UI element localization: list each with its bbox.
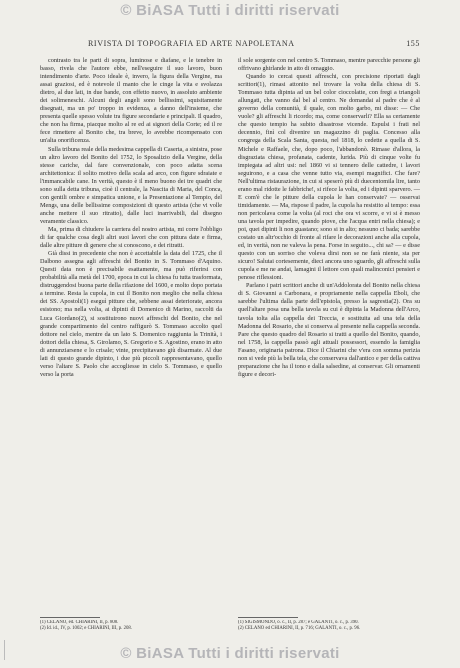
left-text-column bbox=[40, 57, 222, 612]
page-number: 155 bbox=[406, 39, 420, 48]
paragraph: contrasto tra le parti di sopra, luminose e diafane, e le tenebre in basso, rivela che l'autore ebbe, nell'eseguire il suo lavoro, buon intendimento d'arte. Poco ideale è, invero, la figura della Vergine, ma assai graziosi, ed è notevole il manto che le cinge la vita e svolazza dietro, al due lati, in due bande, con effetto nuovo, in assoluto ambiente dei solimeneschi. Alcuni degli angeli sono bellissimi, squisitamente disegnati, ma un po' troppo in evidenza, a danno dell'insieme, che presenta quelle spesso volute tra figure secondarie e principali. Il quadro, che non ha firma, piacque molto al re ed ai signori della Corte; ed il re fece rimettere al Bonito che, tra breve, lo avrebbe ricompensato con un'alta onorificenza. bbox=[40, 57, 222, 145]
watermark-bottom: © BiASA Tutti i diritti riservati bbox=[120, 645, 340, 662]
paragraph: Quando io cercai questi affreschi, con precisione riportati dagli scrittori(1), rimasi attonito nel trovare la volta della chiesa di S. Tommaso tutta dipinta ad un bel color cioccolatte, con fregi a triangoli allungati, che vanno dal bel al centro. Ne domandai al padre che è al governo della comunità, il quale, con molto garbo, mi disse: — Che vuole? gli affreschi li ricordo; ma, come conservarli? Ella sa certamente che questo tempio ha subito disastrose vicende. Espulsi i frati nel decennio, finì col divenire un magazzino di paglia. Concesso alla congrega della Scala Santa, questa, nel 1818, lo cedette a quella di S. Michele e Raffaele, che, dopo poco, l'abbandonò. Rimase d'allora, la disgraziata chiesa, profanata, cadente, lurida. Più di cinque volte fu impiegata ad altri usi: nel 1860 vi si tennero delle cattedre, i lavori seguirono, e a casa che venne tutto via, esempi magnifici. Che fare? Nell'ultima ristaurazione, in cui si speserò più di duecentomila lire, tanto erano mal ridotte le fabbriche!, si rifece la volta, ed i dipinti sparvero. — E com'è che le pitture della cupola le han conservate? — osservai timidamente. — Ma, rispose il padre, la cupola ha resistito al tempo: essa non pericolava come la volta (al roci che ora vi scorre, e vi si è messo una tavola per impedire, quando piove, che l'acqua entri nella chiesa); e poi, quei dipinti li non guastano; sono si in alto; nessuno ci bada; sarebbe costato un altr'occhio di fronte al rifare le decorazioni anche alla cupola, ed, in verità, non ne valeva la pena. Forse in seguito..., chi sa? — e disse questo con un sorriso che voleva dirsi non se ne farà niente, sta per sicuro! Salutai cortesemente, dieci ancora uno sguardo, gli affreschi sulla cupola e me ne andai, lamagini il lettore con quali malinconici pensieri e penose riflessioni. bbox=[238, 73, 420, 282]
right-text-column bbox=[238, 57, 420, 612]
footnote: (1) SIGISMONDO, o. c., II, p. 287; e GALANTI, o. c., p. 390. bbox=[238, 620, 359, 625]
watermark-top: © BiASA Tutti i diritti riservati bbox=[120, 2, 340, 19]
footnote-rule-left bbox=[40, 617, 100, 618]
paragraph: il sole sorgente con nel centro S. Tommaso, mentre parecchie persone gli offrivano ghirlande in atto di omaggio. bbox=[238, 57, 420, 73]
footnote-rule-right bbox=[238, 617, 298, 618]
journal-title: RIVISTA DI TOPOGRAFIA ED ARTE NAPOLETANA bbox=[88, 39, 295, 48]
footnote: (1) CELANO, ed. CHIARINI, II, p. 808. bbox=[40, 620, 119, 625]
paragraph: Sulla tribuna reale della medesima cappella di Caserta, a sinistra, pose un altro lavoro del Bonito del 1752, lo Sposalizio della Vergine, della stesse cariche, dal fare convenzionale, con poco adatta scena architettonica: il solito motivo della scala ad arco, con figure sdraiate e l'immancabile cane. In verità, questo è il meno buono dei tre quadri che sono sulla detta tribuna, cioè il centrale, la Nascita di Maria, del Conca, con gentili ombre e simpatica unione, e la Presentazione al Tempio, del Mengs, una delle bellissime composizioni di questo artista (che vi volle anche mettere il suo ritratto), dalle luci inarrivabili, dal disegno veramente classico. bbox=[40, 145, 222, 225]
paragraph: Parlano i patri scrittori anche di un'Addolorata del Bonito nella chiesa di S. Giovanni a Carbonara, e propriamente nella cappella Eboli, che sarebbe l'ultima dalla parte dell'epistola, presso la sagrestia(2). Ora su quell'altare posa una bella tavola su cui è dipinta la Madonna dell'Arco, tavola tolta alla cappella dei Treccia, e sostituita ad una tela della Madonna del Rosario, che si conserva al presente nella cappella seconda. Pare che questo quadro del Rosario si tratti a quello del Bonito, quando, nel 1758, la cappella passò agli attuali possessori, essendo la famiglia Fasano, originaria patrona. Dice il Chiarini che v'era con somma perizia non si vede più la bella tela, che conservava dall'antico e per della cattiva preparazione che ha il tono e dalla salsedine, ai conservar. Gli ornamenti figure e decori- bbox=[238, 282, 420, 378]
paragraph: Già dissi in precedente che non è accettabile la data del 1725, che il Dalbono assegna agli affreschi del Bonito in S. Tommaso d'Aquino. Questi data non è precisabile esattamente, ma può riferirsi con probabilità alla metà del 1700, epoca in cui la chiesa fu tutta trasformata, distruggendosi buona parte della rifazione del 1600, e molto dopo portata a termine. Resta la cupola, in cui il Bonito non meglio che nella chiesa dei SS. Apostoli(1) eseguì pitture che, sebbene assai deteriorate, ancora esistono; ma nella volta, ai dipinti di Domenico di Marino, raccolti da Luca Giordano(2), si sostituirono nuovi affreschi del Bonito, che nel grande compartimento del centro raffigurò S. Tommaso accolto quel dottore nel cielo, mentre da un lato S. Domenico raggiunta la Trinità, i dottori della chiesa, S. Girolamo, S. Gregorio e S. Agostino, erano in atto di annunziarsene e lo crisale; vinte, precipitavano giù disarmate. Al due lati di questo grande dipinto, i due più piccoli rappresentavano, quello verso l'altare S. Paolo che accogliesse in cielo S. Tommaso, e quello verso la porta bbox=[40, 250, 222, 378]
footnotes-right bbox=[238, 620, 420, 633]
footnote: (2) Id. id., IV, p. 1002; e CHIARINI, III, p. 208. bbox=[40, 626, 132, 632]
footnotes-left bbox=[40, 620, 222, 633]
paragraph: Ma, prima di chiudere la carriera del nostro artista, mi corre l'obbligo di far qualche cosa degli altri suoi lavori che con pittura date e firma, dalle altre pitture di genere che si conoscono, e dei ritratti. bbox=[40, 225, 222, 250]
running-head bbox=[40, 39, 420, 53]
footnote: (2) CELANO ed CHIARINI, II, p. 716; GALANTI, o. c., p. 96. bbox=[238, 626, 361, 632]
